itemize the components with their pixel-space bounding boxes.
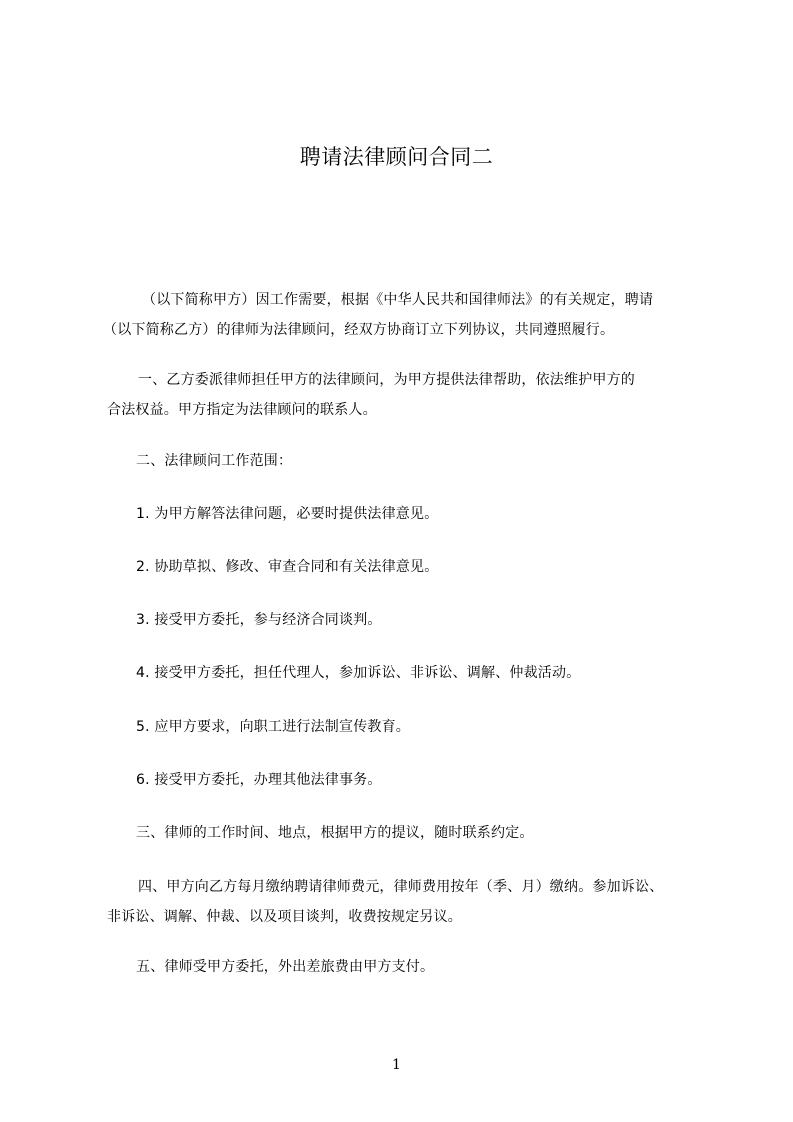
paragraph-line: 非诉讼、调解、仲裁、以及项目谈判，收费按规定另议。 bbox=[107, 909, 462, 925]
paragraph-line: 四、甲方向乙方每月缴纳聘请律师费元，律师费用按年（季、月）缴纳。参加诉讼、 bbox=[138, 879, 664, 895]
scope-item-2 bbox=[107, 552, 707, 582]
paragraph-line: 2. 协助草拟、修改、审查合同和有关法律意见。 bbox=[136, 559, 439, 575]
paragraph-line: 合法权益。甲方指定为法律顾问的联系人。 bbox=[107, 402, 377, 418]
scope-item-6 bbox=[107, 765, 707, 795]
paragraph-preamble bbox=[103, 285, 707, 345]
paragraph-line: 6. 接受甲方委托，办理其他法律事务。 bbox=[136, 772, 382, 788]
paragraph-line: （以下简称乙方）的律师为法律顾问，经双方协商订立下列协议，共同遵照履行。 bbox=[103, 322, 615, 338]
paragraph-clause-1 bbox=[107, 365, 707, 425]
paragraph-line: （以下简称甲方）因工作需要，根据《中华人民共和国律师法》的有关规定，聘请 bbox=[142, 292, 654, 308]
paragraph-line: 二、法律顾问工作范围： bbox=[136, 453, 293, 469]
paragraph-line: 五、律师受甲方委托，外出差旅费由甲方支付。 bbox=[136, 959, 435, 975]
document-title: 聘请法律顾问合同二 bbox=[299, 145, 494, 169]
paragraph-line: 4. 接受甲方委托，担任代理人，参加诉讼、非诉讼、调解、仲裁活动。 bbox=[136, 665, 581, 681]
paragraph-line: 5. 应甲方要求，向职工进行法制宣传教育。 bbox=[136, 719, 411, 735]
paragraph-clause-5 bbox=[107, 952, 707, 982]
paragraph-clause-2-heading bbox=[107, 446, 707, 476]
page-number: 1 bbox=[392, 1057, 401, 1073]
scope-item-5 bbox=[107, 712, 707, 742]
scope-item-4 bbox=[107, 658, 707, 688]
paragraph-line: 1. 为甲方解答法律问题，必要时提供法律意见。 bbox=[136, 506, 439, 522]
paragraph-clause-3 bbox=[107, 818, 707, 848]
paragraph-line: 一、乙方委派律师担任甲方的法律顾问，为甲方提供法律帮助，依法维护甲方的 bbox=[138, 372, 635, 388]
paragraph-line: 三、律师的工作时间、地点，根据甲方的提议，随时联系约定。 bbox=[136, 825, 534, 841]
scope-item-3 bbox=[107, 605, 707, 635]
paragraph-clause-4 bbox=[107, 872, 707, 932]
scope-item-1 bbox=[107, 499, 707, 529]
paragraph-line: 3. 接受甲方委托，参与经济合同谈判。 bbox=[136, 612, 382, 628]
